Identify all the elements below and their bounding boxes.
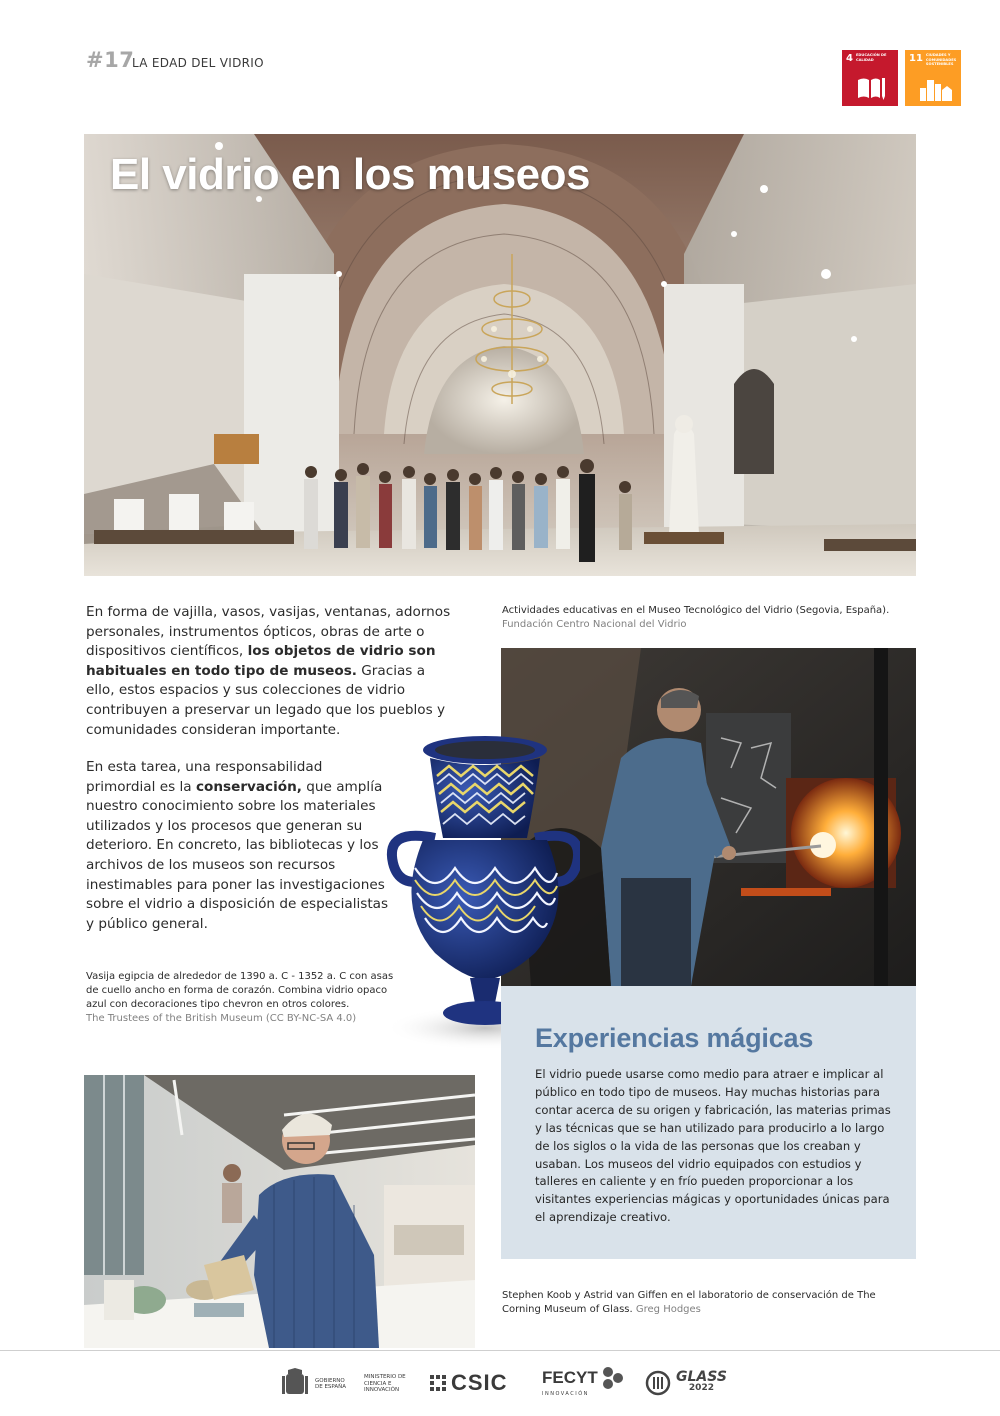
vase-caption: Vasija egipcia de alrededor de 1390 a. C - 1352 a. C con asas de cuello ancho en forma de corazón. Combina vidrio opaco azul con decoraciones tipo chevron en otros colores. The Trustees of the British Museum (CC BY-NC-SA 4.0)	[86, 970, 406, 1026]
lab-illustration	[84, 1075, 475, 1348]
fecyt-logo: FECYT INNOVACIÓN	[542, 1366, 624, 1397]
photo-credit: The Trustees of the British Museum (CC BY-NC-SA 4.0)	[86, 1013, 357, 1024]
series-title: LA EDAD DEL VIDRIO	[132, 56, 264, 70]
city-icon	[919, 74, 953, 102]
page-title: El vidrio en los museos	[110, 150, 590, 199]
fecyt-mark-icon	[602, 1366, 624, 1390]
footer-divider	[0, 1350, 1000, 1351]
footer-logos	[0, 1362, 1000, 1408]
experiences-box	[501, 986, 916, 1259]
emphasis: conservación,	[195, 778, 302, 795]
un-iyog-icon	[645, 1370, 671, 1396]
lab-photo-caption: Stephen Koob y Astrid van Giffen en el laboratorio de conservación de The Corning Museum of Glass. Greg Hodges	[502, 1290, 876, 1315]
conservation-lab-photo	[84, 1075, 475, 1348]
coat-of-arms-icon	[280, 1368, 310, 1400]
museum-photo-caption: Actividades educativas en el Museo Tecnológico del Vidrio (Segovia, España). Fundación Centro Nacional del Vidrio	[502, 604, 922, 632]
sdg-label: CIUDADES Y COMUNIDADES SOSTENIBLES	[925, 53, 957, 66]
intro-paragraph-2: En esta tarea, una responsabilidad primordial es la conservación, que amplía nuestro conocimiento sobre los materiales utilizados y los procesos que generan su deterioro. En concreto, las bibliotecas y los archivos de los museos son recursos inestimables para poner las investigaciones sobre el vidrio a disposición de especialistas y público general.	[86, 759, 389, 932]
sdg-4-badge	[842, 50, 898, 106]
photo-credit: Greg Hodges	[635, 1304, 701, 1315]
museum-hero-photo	[84, 134, 916, 576]
intro-paragraph-1: En forma de vajilla, vasos, vasijas, ventanas, adornos personales, instrumentos ópticos, obras de arte o dispositivos científicos, los objetos de vidrio son habituales en todo tipo de museos. Gracias a ello, estos espacios y sus colecciones de vidrio contribuyen a preservar un legado que los pueblos y comunidades consideran importante.	[86, 604, 451, 738]
experiences-title: Experiencias mágicas	[535, 1023, 814, 1053]
gobierno-logo: GOBIERNO DE ESPAÑA MINISTERIO DE CIENCIA E INNOVACIÓN	[280, 1368, 412, 1400]
iyog-logo: GLASS 2022	[645, 1370, 727, 1396]
csic-mark-icon	[430, 1375, 446, 1391]
museum-interior-illustration	[84, 134, 916, 576]
csic-logo: CSIC	[430, 1370, 508, 1396]
emphasis: los objetos de vidrio son habituales en todo tipo de museos.	[86, 643, 436, 679]
sdg-number: 4	[846, 53, 853, 64]
book-pencil-icon	[856, 76, 886, 102]
sdg-number: 11	[909, 53, 923, 64]
sdg-label: EDUCACIÓN DE CALIDAD	[855, 53, 887, 62]
photo-credit: Fundación Centro Nacional del Vidrio	[502, 619, 687, 630]
sdg-11-badge	[905, 50, 961, 106]
page-number: #17	[86, 48, 135, 72]
experiences-text: El vidrio puede usarse como medio para atraer e implicar al público en todo tipo de museos. Hay muchas historias para contar acerca de su origen y fabricación, las materias primas y las técnicas que se han utilizado para producirlo a lo largo de los siglos o la vida de las personas que los creaban y usaban. Los museos del vidrio equipados con estudios y talleres en caliente y en frío pueden proporcionar a los visitantes experiencias mágicas y oportunidades únicas para el aprendizaje creativo.	[535, 1067, 891, 1225]
